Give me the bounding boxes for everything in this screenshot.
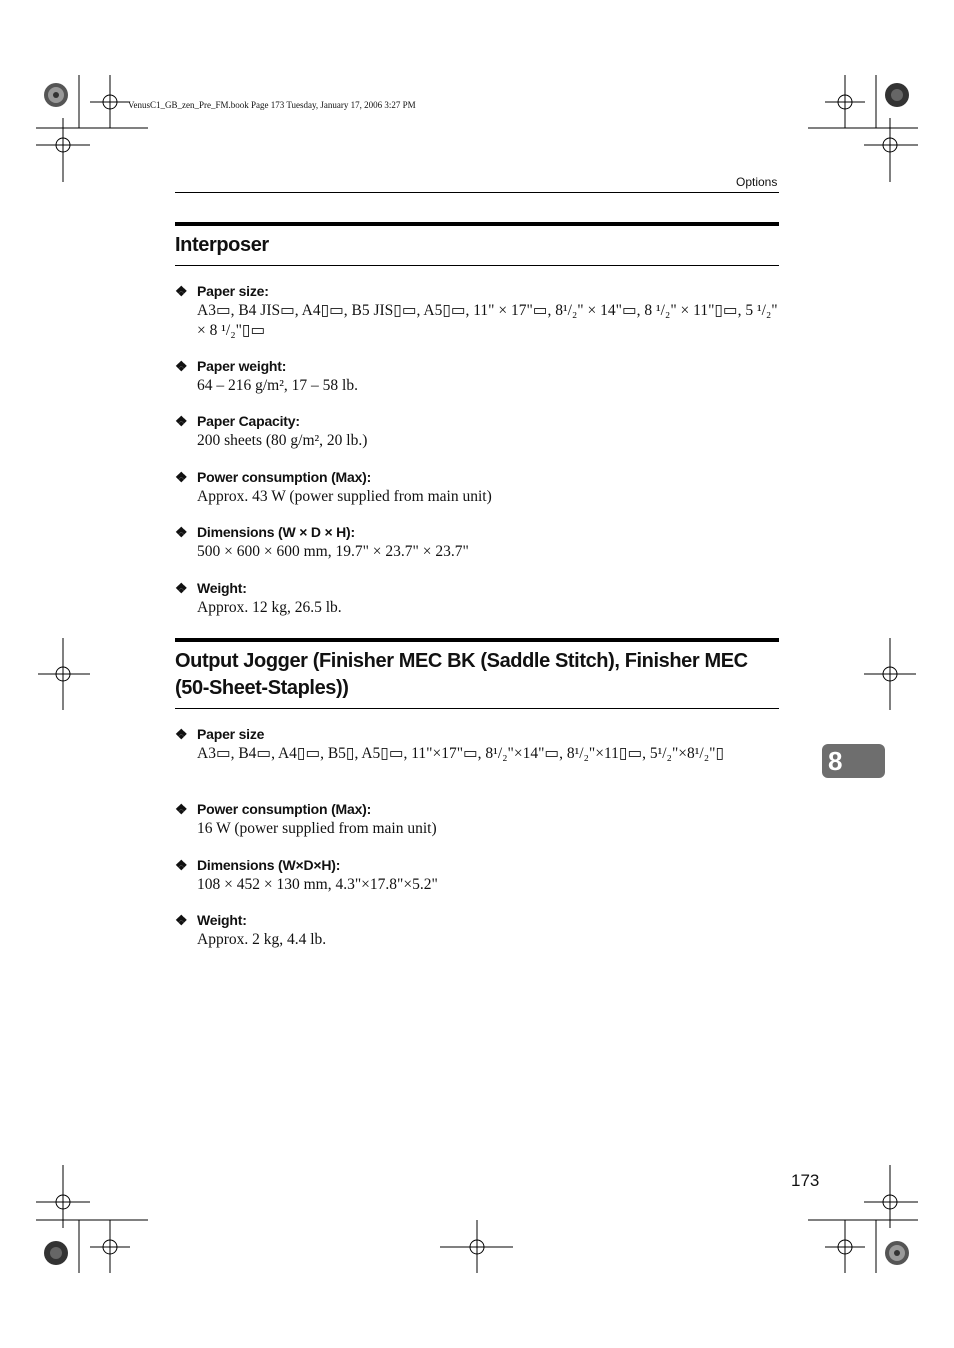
spec-paper-capacity <box>175 411 779 451</box>
section-rule <box>175 708 779 709</box>
spec-power-consumption <box>175 467 779 507</box>
section-bar <box>175 222 779 226</box>
bullet-icon: ❖ <box>175 726 188 742</box>
bullet-icon: ❖ <box>175 912 188 928</box>
spec-value: Approx. 2 kg, 4.4 lb. <box>197 931 327 948</box>
spec-value: Approx. 43 W (power supplied from main unit) <box>197 488 492 505</box>
section-title-interposer: Interposer <box>175 234 269 256</box>
spec-label: Weight: <box>197 912 247 928</box>
bullet-icon: ❖ <box>175 801 188 817</box>
bullet-icon: ❖ <box>175 857 188 873</box>
spec-value: 500 × 600 × 600 mm, 19.7" × 23.7" × 23.7" <box>197 543 469 560</box>
spec-value: A3▭, B4▭, A4▯▭, B5▯, A5▯▭, 11"×17"▭, 8¹/₂"×14"▭, 8¹/₂"×11▯▭, 5¹/₂"×8¹/₂"▯ <box>197 745 724 762</box>
spec-paper-size <box>175 281 779 341</box>
spec-paper-weight <box>175 356 779 396</box>
bullet-icon: ❖ <box>175 358 188 374</box>
spec-value: 16 W (power supplied from main unit) <box>197 820 437 837</box>
bullet-icon: ❖ <box>175 469 188 485</box>
spec-label: Weight: <box>197 580 247 596</box>
bullet-icon: ❖ <box>175 524 188 540</box>
page-number: 173 <box>791 1171 820 1190</box>
spec-value: 64 – 216 g/m², 17 – 58 lb. <box>197 377 358 394</box>
bullet-icon: ❖ <box>175 413 188 429</box>
section-title-output-jogger: Output Jogger (Finisher MEC BK (Saddle Stitch), Finisher MEC (50-Sheet-Staples)) <box>175 650 748 699</box>
spec-value: 108 × 452 × 130 mm, 4.3"×17.8"×5.2" <box>197 876 438 893</box>
spec-value: Approx. 12 kg, 26.5 lb. <box>197 599 342 616</box>
spec-label: Dimensions (W×D×H): <box>197 857 341 873</box>
spec-dimensions <box>175 522 779 562</box>
header-rule <box>175 192 779 193</box>
spec-weight <box>175 578 779 618</box>
section-bar <box>175 638 779 642</box>
spec-value: 200 sheets (80 g/m², 20 lb.) <box>197 432 368 449</box>
spec-power-consumption <box>175 799 779 839</box>
spec-label: Paper size <box>197 726 265 742</box>
print-info-line: VenusC1_GB_zen_Pre_FM.book Page 173 Tuesday, January 17, 2006 3:27 PM <box>128 100 416 110</box>
spec-label: Power consumption (Max): <box>197 801 372 817</box>
spec-label: Paper weight: <box>197 358 287 374</box>
spec-value: A3▭, B4 JIS▭, A4▯▭, B5 JIS▯▭, A5▯▭, 11" × 17"▭, 8¹/₂" × 14"▭, 8 ¹/₂" × 11"▯▭, 5 ¹/₂" × 8 ¹/₂"▯▭ <box>197 302 778 339</box>
chapter-tab: 8 <box>822 744 885 778</box>
spec-label: Paper size: <box>197 283 269 299</box>
spec-label: Dimensions (W × D × H): <box>197 524 355 540</box>
spec-paper-size <box>175 724 779 764</box>
spec-weight <box>175 910 779 950</box>
bullet-icon: ❖ <box>175 580 188 596</box>
spec-label: Power consumption (Max): <box>197 469 372 485</box>
spec-label: Paper Capacity: <box>197 413 300 429</box>
bullet-icon: ❖ <box>175 283 188 299</box>
spec-dimensions <box>175 855 779 895</box>
running-head: Options <box>736 175 778 189</box>
section-rule <box>175 265 779 266</box>
